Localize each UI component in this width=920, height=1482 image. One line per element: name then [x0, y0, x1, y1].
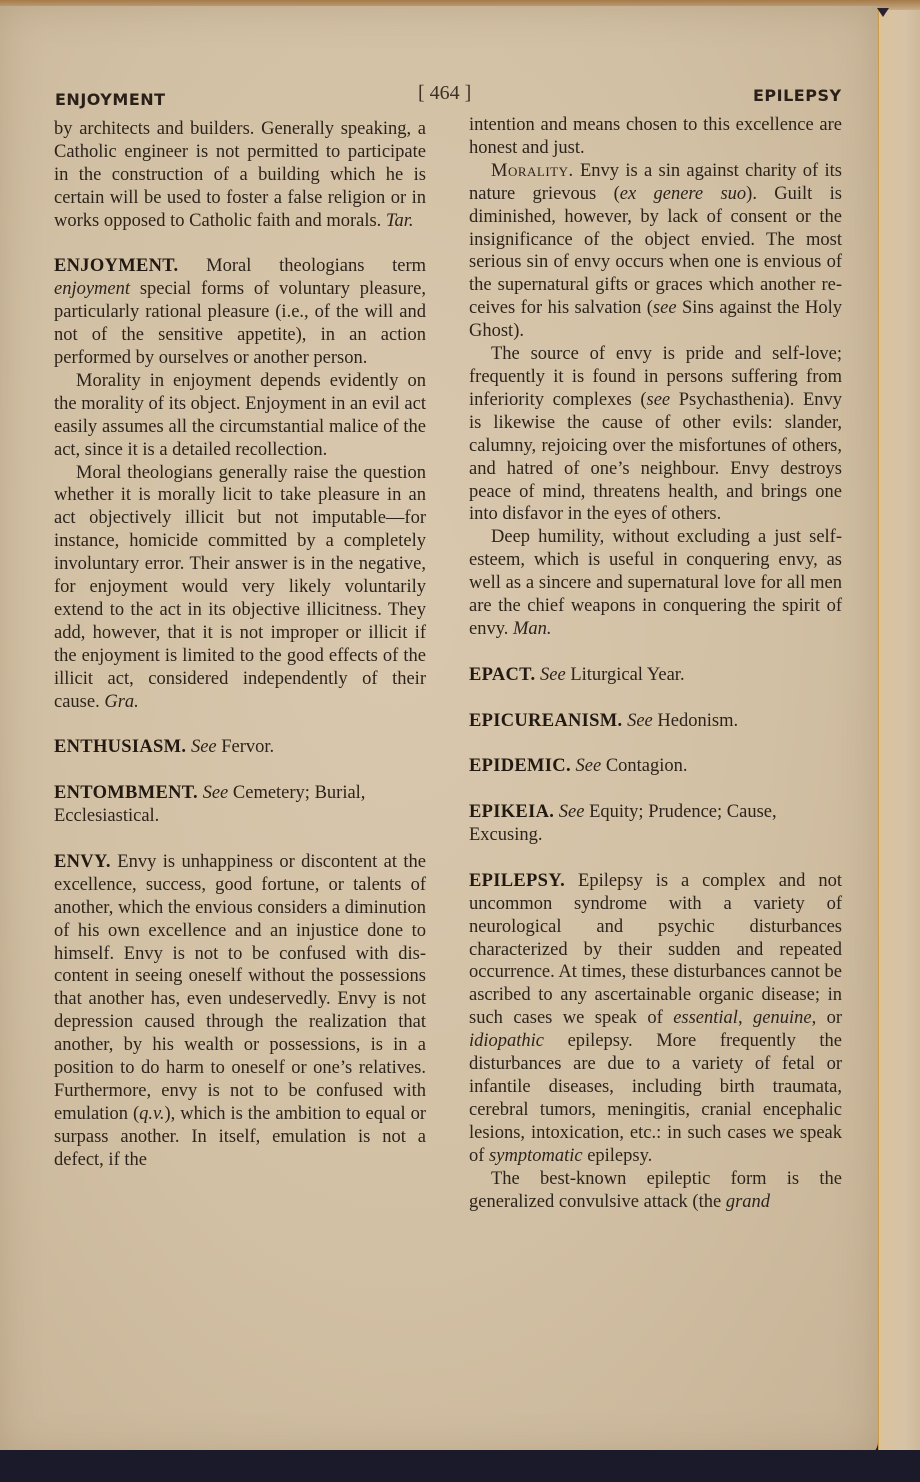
cross-reference: EPICUREANISM. See Hedonism.: [469, 710, 739, 731]
cross-reference: EPIDEMIC. See Contagion.: [469, 756, 688, 777]
paragraph: The source of envy is pride and self-love; frequently it is found in persons suffering from inferiority complexes (see Psychasthenia). Envy is likewise the cause of other evils: slander, calumny, rejoicing over the misfortunes of others, and hatred of one’s neighbour. Envy destroys peace of mind, threatens health, and brings one into disfavor in the eyes of others.: [469, 344, 842, 525]
reference-link: Cemetery; Burial, Ecclesiastical.: [54, 783, 366, 827]
headword: EPIDEMIC.: [469, 756, 571, 777]
section-label: Morality.: [491, 160, 574, 181]
entry-envy: [54, 851, 426, 1172]
cross-reference: EPIKEIA. See Equity; Prudence; Cause, Excusing.: [469, 802, 777, 846]
running-head-left: ENJOYMENT: [55, 90, 166, 109]
headword: EPICUREANISM.: [469, 710, 623, 731]
headword: ENTHUSIASM.: [54, 737, 187, 758]
entry-epact: [469, 664, 842, 687]
paragraph: intention and means chosen to this excellence are honest and just.: [469, 115, 842, 158]
reference-link: Liturgical Year.: [570, 664, 685, 685]
entry-entombment: [54, 782, 426, 828]
ribbon-marker-icon: [877, 8, 889, 17]
next-page-edge: [878, 10, 920, 1455]
reference-link: Hedonism.: [657, 710, 739, 731]
entry-envy-continued: [469, 114, 842, 641]
paragraph: The best-known epileptic form is the generalized convulsive attack (the grand: [469, 1168, 842, 1212]
cross-reference: ENTHUSIASM. See Fervor.: [54, 737, 275, 758]
cross-reference: ENTOMBMENT. See Cemetery; Burial, Ecclesiastical.: [54, 783, 366, 827]
paragraph: Deep humility, without excluding a just self-esteem, which is useful in conquering envy, as well as a sincere and supernatural love for all men are the chief weapons in conquering the spirit of envy. Man.: [469, 527, 842, 639]
headword: EPACT.: [469, 664, 536, 685]
author-initials: Man.: [513, 618, 552, 639]
reference-link: Contagion.: [605, 756, 688, 777]
paragraph: ENJOYMENT. Moral theologians term enjoyment special forms of voluntary pleasure, particularly rational pleasure (i.e., of the will and not of the sensitive appetite), in an action performed by ourselves or another person.: [54, 256, 427, 369]
headword: EPILEPSY.: [469, 870, 566, 891]
headword: EPIKEIA.: [469, 802, 555, 823]
entry-enjoyment: [54, 255, 426, 713]
headword: ENJOYMENT.: [54, 256, 179, 277]
paragraph: by architects and builders. Generally speaking, a Catholic engineer is not permitted to participate in the construction of a building which he is certain will be used to foster a false religion or in works opposed to Catholic faith and morals. Tar.: [54, 119, 426, 231]
entry-epicureanism: [469, 710, 842, 733]
right-column: [469, 114, 842, 1236]
cross-reference: EPACT. See Liturgical Year.: [469, 664, 685, 685]
reference-link: Equity; Prudence; Cause, Excusing.: [469, 802, 777, 846]
entry-enthusiasm: [54, 736, 426, 759]
entry-continuation: [54, 118, 426, 233]
entry-epilepsy: [469, 870, 842, 1214]
paragraph: ENVY. Envy is unhappiness or discontent at the excellence, success, good fortune, or talents of another, which the envious considers a diminution of his own excellence and an injustice done to himself. Envy is not to be confused with discontent in seeing oneself without the possessions that another has, even undeservedly. Envy is not depression caused through the realization that another, by his wealth or possessions, is in a position to do harm to oneself or one’s relatives. Furthermore, envy is not to be confused with emulation (q.v.), which is the ambition to equal or surpass another. In itself, emulation is not a defect, if the: [54, 851, 427, 1170]
paragraph: Moral theologians generally raise the question whether it is morally licit to take pleasure in an act objectively illicit but not imputable—for instance, homicide committed by a completely involuntary error. Their answer is in the negative, for enjoyment would very likely voluntarily extend to the act in its objective illicitness. They add, however, that it is not improper or illicit if the enjoyment is limited to the good effects of the illicit act, considered independently of their cause. Gra.: [54, 462, 426, 712]
paragraph: Morality. Envy is a sin against charity of its nature grievous (ex genere suo). Guilt is diminished, however, by lack of consent or the insignificance of the object envied. The most serious sin of envy occurs when one is envious of the supernatural gifts or graces which another receives for his salvation (see Sins against the Holy Ghost).: [469, 160, 842, 342]
reference-link: Fervor.: [221, 737, 275, 758]
paragraph: EPILEPSY. Epilepsy is a complex and not uncommon syndrome with a variety of neurological and psychic disturbances characterized by their sudden and repeated occurrence. At times, these disturbances cannot be ascribed to any ascertainable organic disease; in such cases we speak of essential, genuine, or idiopathic epilepsy. More frequently the disturbances are due to a variety of fetal or infantile diseases, including birth traumata, cerebral tumors, meningitis, cranial encephalic lesions, intoxication, etc.: in such cases we speak of symptomatic epilepsy.: [469, 870, 843, 1166]
running-head-right: EPILEPSY: [753, 86, 842, 105]
author-initials: Tar.: [385, 210, 414, 231]
paragraph: Morality in enjoyment depends evidently on the morality of its object. Enjoyment in an evil act easily assumes all the circumstantial malice of the act, since it is a detailed recollection.: [54, 370, 426, 460]
author-initials: Gra.: [104, 691, 139, 712]
headword: ENTOMBMENT.: [54, 783, 198, 804]
entry-epidemic: [469, 755, 842, 778]
page-number: [ 464 ]: [418, 82, 472, 104]
left-column: [54, 118, 426, 1195]
entry-epikeia: [469, 801, 842, 847]
headword: ENVY.: [54, 851, 111, 872]
book-cover-bottom: [0, 1450, 920, 1482]
